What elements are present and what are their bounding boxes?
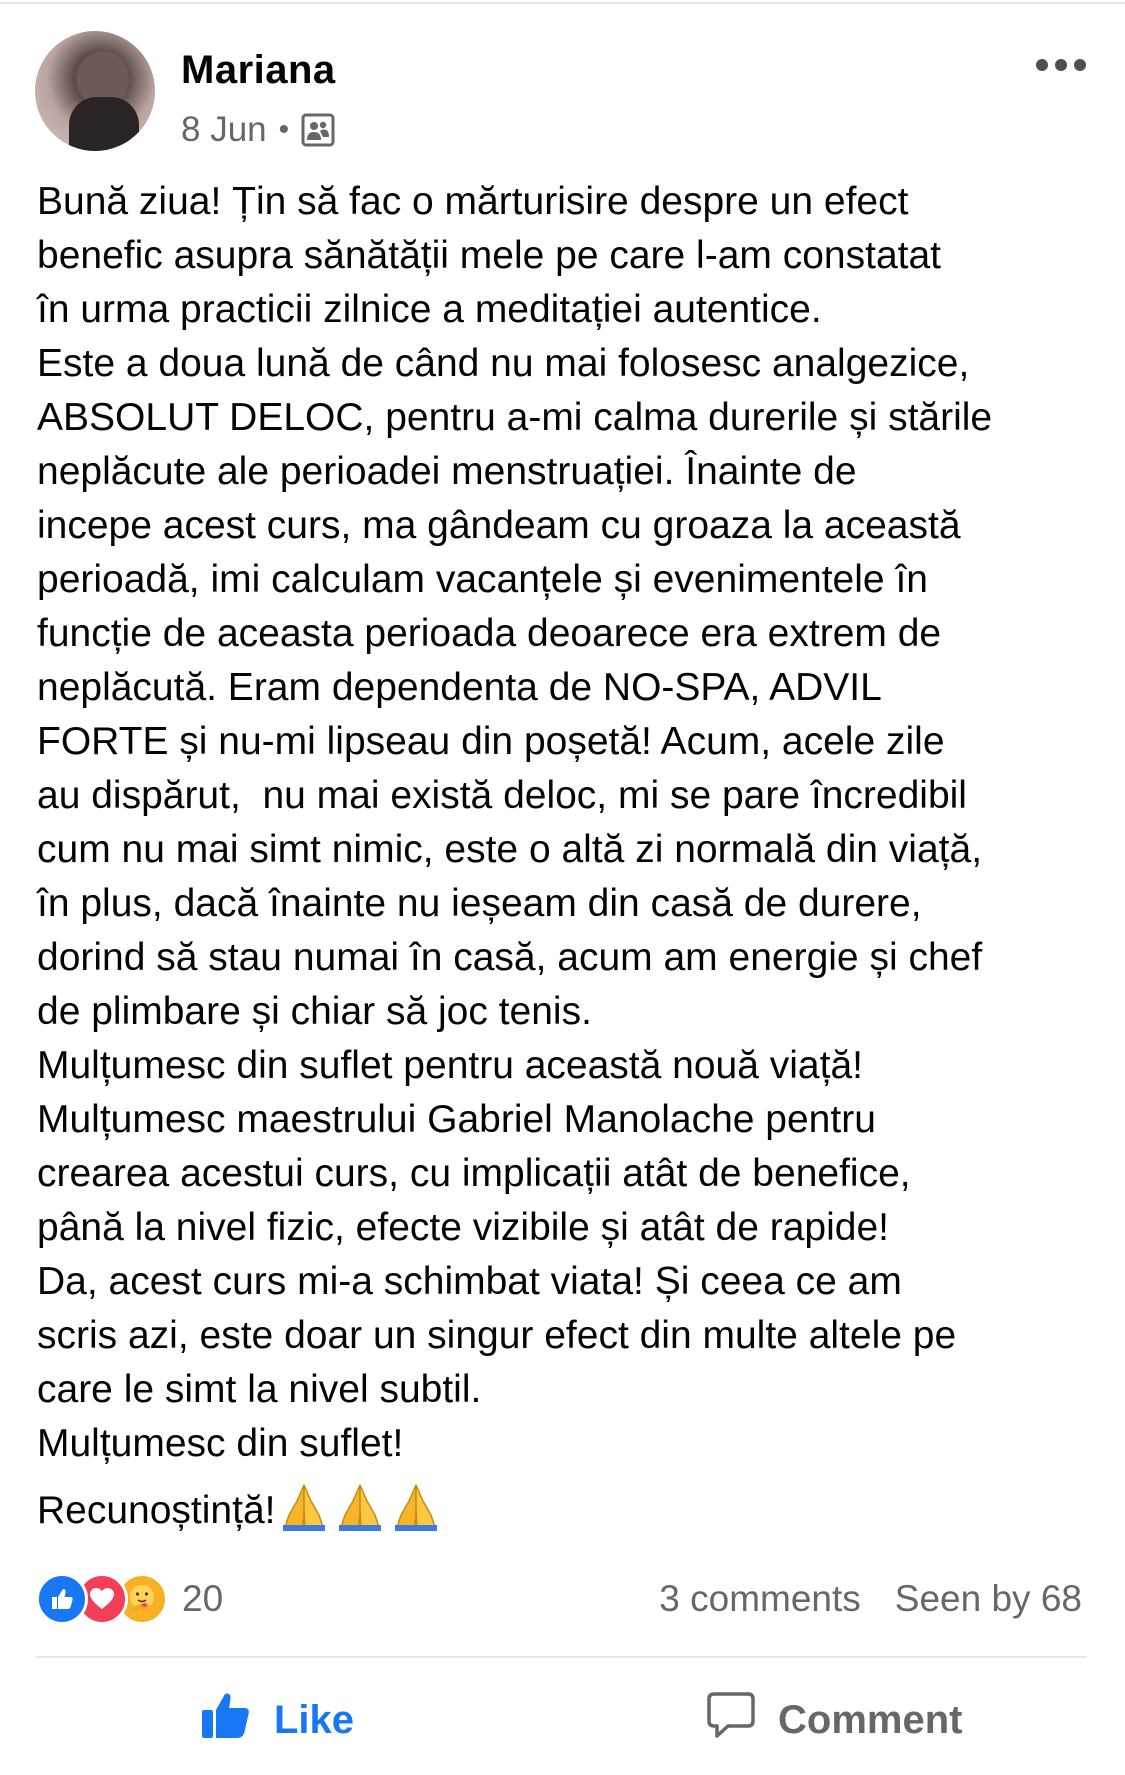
post-line: funcție de aceasta perioada deoarece era extrem de — [37, 612, 942, 655]
comment-bubble-icon — [706, 1691, 756, 1749]
more-dot — [1036, 59, 1048, 71]
avatar[interactable] — [35, 31, 155, 151]
post-line: FORTE și nu-mi lipseau din poșetă! Acum, acele zile — [37, 720, 945, 763]
post-line: în urma practicii zilnice a meditației autentice. — [37, 288, 822, 331]
post-line: care le simt la nivel subtil. — [37, 1368, 482, 1411]
like-reaction-icon — [36, 1573, 88, 1625]
post-line: crearea acestui curs, cu implicații atât de benefice, — [37, 1152, 911, 1195]
like-button-label: Like — [274, 1697, 355, 1742]
avatar-figure — [69, 97, 139, 151]
top-divider — [0, 2, 1125, 4]
post-line: cum nu mai simt nimic, este o altă zi normală din viață, — [37, 828, 983, 871]
post-closing: Recunoștință! — [37, 1489, 276, 1532]
folded-hands-icon — [277, 1481, 331, 1531]
comments-count-link[interactable]: 3 comments — [659, 1578, 861, 1619]
post-line: perioadă, imi calculam vacanțele și evenimentele în — [37, 558, 928, 601]
post-line: neplăcute ale perioadei menstruației. Înainte de — [37, 450, 857, 493]
more-dot — [1055, 59, 1067, 71]
post-date[interactable]: 8 Jun — [181, 110, 267, 149]
comment-button-label: Comment — [778, 1697, 963, 1742]
post-closing-line — [37, 1481, 1092, 1538]
post-line: dorind să stau numai în casă, acum am energie și chef — [37, 936, 983, 979]
folded-hands-icon — [389, 1481, 443, 1531]
thumbs-up-icon — [200, 1690, 252, 1750]
post-line: Bună ziua! Țin să fac o mărturisire despre un efect — [37, 180, 909, 223]
author-name[interactable]: Mariana — [181, 48, 336, 92]
post-line: incepe acest curs, ma gândeam cu groaza la această — [37, 504, 961, 547]
comment-button[interactable] — [706, 1684, 962, 1756]
friends-audience-icon[interactable] — [301, 113, 335, 147]
reactions-summary[interactable] — [36, 1573, 223, 1625]
post-line: până la nivel fizic, efecte vizibile și atât de rapide! — [37, 1206, 889, 1249]
post-line: neplăcută. Eram dependenta de NO-SPA, ADVIL — [37, 666, 882, 709]
like-button[interactable] — [200, 1684, 354, 1756]
folded-hands-icon — [333, 1481, 387, 1531]
post-line: Mulțumesc maestrului Gabriel Manolache pentru — [37, 1098, 876, 1141]
post-line: în plus, dacă înainte nu ieșeam din casă de durere, — [37, 882, 922, 925]
post-line: Mulțumesc din suflet pentru această nouă viață! — [37, 1044, 863, 1087]
post-meta — [181, 108, 335, 152]
post-line: Da, acest curs mi-a schimbat viata! Și ceea ce am — [37, 1260, 902, 1303]
post-line: ABSOLUT DELOC, pentru a-mi calma durerile și stările — [37, 396, 993, 439]
reaction-count: 20 — [182, 1578, 224, 1619]
more-dot — [1074, 59, 1086, 71]
post-line: au dispărut, nu mai există deloc, mi se pare încredibil — [37, 774, 967, 817]
post-line: scris azi, este doar un singur efect din multe altele pe — [37, 1314, 957, 1357]
actions-divider — [36, 1656, 1087, 1658]
post-text — [37, 175, 1092, 1538]
more-options-icon[interactable] — [1036, 54, 1086, 76]
post-line: benefic asupra sănătății mele pe care l-am constatat — [37, 234, 941, 277]
post-stats — [659, 1573, 1082, 1625]
post-line: de plimbare și chiar să joc tenis. — [37, 990, 592, 1033]
post-line: Este a doua lună de când nu mai folosesc analgezice, — [37, 342, 970, 385]
seen-by-link[interactable]: Seen by 68 — [894, 1578, 1082, 1619]
meta-separator: • — [278, 113, 290, 146]
post-line: Mulțumesc din suflet! — [37, 1422, 404, 1465]
